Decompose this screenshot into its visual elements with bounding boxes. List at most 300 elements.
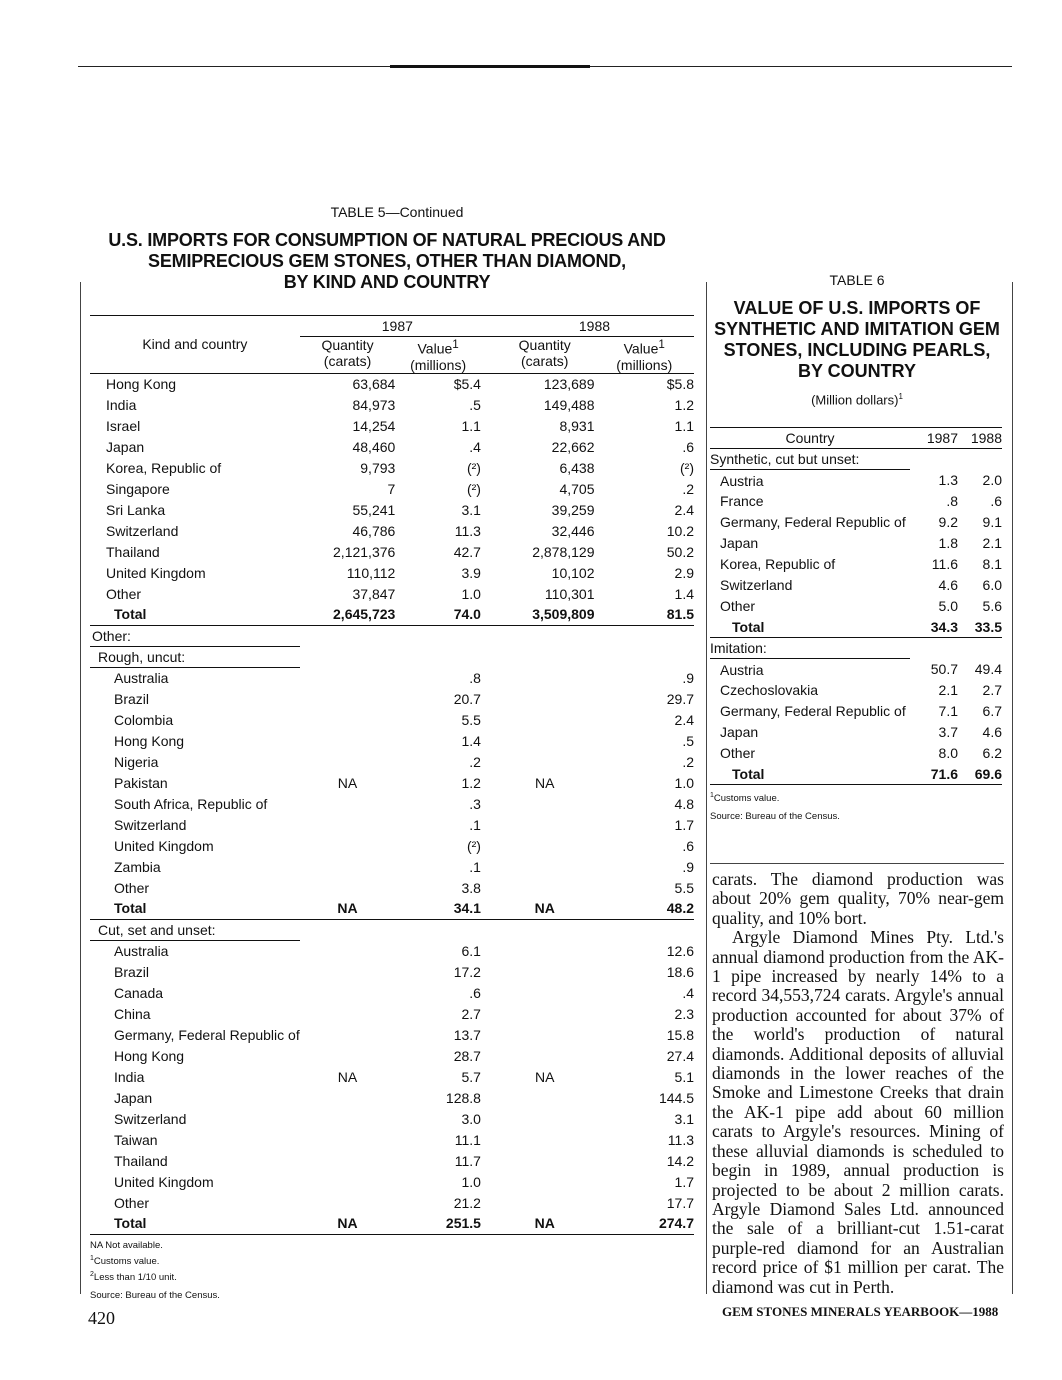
row-label: United Kingdom bbox=[114, 1173, 214, 1190]
cell-v87: .6 bbox=[469, 984, 481, 1001]
row-label: Hong Kong bbox=[106, 375, 177, 392]
row-label: India bbox=[114, 1068, 145, 1085]
row-label: Total bbox=[90, 1213, 300, 1234]
footnote-mark: 1 bbox=[90, 1254, 94, 1262]
section-divider bbox=[710, 863, 1004, 864]
table5-year-row bbox=[90, 316, 694, 337]
cell-v87: 6.1 bbox=[461, 942, 481, 959]
cell-v87: 11.3 bbox=[454, 522, 481, 539]
cell-v87: 28.7 bbox=[453, 1047, 481, 1064]
cell-q87: 7 bbox=[387, 480, 396, 497]
table5-row bbox=[90, 877, 694, 898]
cell-q87: NA bbox=[300, 1213, 396, 1234]
cell-v88: 11.3 bbox=[667, 1131, 694, 1148]
table5-row bbox=[90, 1129, 694, 1150]
cell-v87: 11.6 bbox=[931, 556, 958, 573]
table5-notes bbox=[90, 1239, 694, 1302]
cell-v88: 4.8 bbox=[674, 795, 694, 812]
cell-v88: 8.1 bbox=[982, 556, 1002, 573]
table5-row bbox=[90, 730, 694, 751]
cell-v88: 49.4 bbox=[974, 661, 1002, 678]
cell-v88: 81.5 bbox=[595, 604, 695, 625]
cell-v88: 27.4 bbox=[666, 1047, 694, 1064]
table5-total-row bbox=[90, 1213, 694, 1234]
cell-v87: 71.6 bbox=[910, 764, 958, 785]
page-number: 420 bbox=[88, 1308, 115, 1328]
cell-q88 bbox=[495, 1171, 595, 1192]
footnote-text: Customs value. bbox=[93, 1255, 160, 1267]
cell-v87: 34.3 bbox=[910, 617, 958, 638]
table6-row bbox=[710, 722, 1002, 743]
cell-q88: 4,705 bbox=[559, 480, 595, 497]
cell-v88: 2.9 bbox=[674, 564, 694, 581]
row-label: Japan bbox=[720, 535, 759, 552]
cell-q88: NA bbox=[495, 898, 595, 919]
table5-row bbox=[90, 562, 694, 583]
cell-v87: 20.7 bbox=[453, 690, 481, 707]
table6-total-row bbox=[710, 617, 1002, 638]
cell-v88: 1.0 bbox=[674, 774, 694, 791]
cell-q88: 22,662 bbox=[551, 438, 595, 455]
table5-row bbox=[90, 667, 694, 688]
row-label: United Kingdom bbox=[114, 837, 214, 854]
footnote-text: Customs value. bbox=[713, 793, 780, 805]
table6-row bbox=[710, 743, 1002, 764]
cell-q88 bbox=[495, 667, 595, 688]
row-label: Switzerland bbox=[114, 816, 187, 833]
table6-title-line: VALUE OF U.S. IMPORTS OF bbox=[733, 298, 981, 318]
empty-cell bbox=[595, 646, 695, 667]
row-label: Germany, Federal Republic of bbox=[720, 703, 906, 720]
cell-v88: 10.2 bbox=[666, 522, 694, 539]
col-value-label bbox=[395, 337, 481, 357]
table5-row bbox=[90, 688, 694, 709]
cell-v87: 8.0 bbox=[938, 745, 958, 762]
running-footer: GEM STONES MINERALS YEARBOOK—1988 bbox=[722, 1304, 999, 1319]
year-1987: 1987 bbox=[300, 316, 495, 337]
body-paragraph: Argyle Diamond Mines Pty. Ltd.'s annual diamond production from the AK-1 pipe increased by nearly 14% to a record 34,553,724 carats. Argyle's annual production accounted for about 37% of the world's production of natural diamonds. Additional deposits of alluvial diamonds in the lower reaches of the Smoke and Limestone Creeks that drain the AK-1 pipe add about 60 million carats to Argyle's resources. Mining of these alluvial diamonds is scheduled to begin in 1989, annual production is projected to be about 2 million carats. Argyle Diamond Sales Ltd. announced the sale of a brilliant-cut 1.51-carat purple-red diamond for an Australian record price of $1 million per carat. The diamond was cut in Perth. bbox=[712, 927, 1004, 1297]
cell-v87: .4 bbox=[469, 438, 481, 455]
table6 bbox=[710, 427, 1002, 785]
cell-v88: 2.4 bbox=[674, 711, 694, 728]
cell-q87 bbox=[300, 1150, 396, 1171]
cell-q88 bbox=[495, 1108, 595, 1129]
cell-v87: 42.7 bbox=[453, 543, 481, 560]
table6-row bbox=[710, 680, 1002, 701]
cell-q87: 55,241 bbox=[352, 501, 396, 518]
cell-v88: 1.2 bbox=[674, 396, 694, 413]
cell-v88: 14.2 bbox=[666, 1152, 694, 1169]
cell-v88: 9.1 bbox=[982, 514, 1002, 531]
cell-v87: 74.0 bbox=[395, 604, 495, 625]
cell-v87: 3.1 bbox=[461, 501, 481, 518]
cell-q87 bbox=[300, 1087, 396, 1108]
table5-row bbox=[90, 709, 694, 730]
footnote-mark: 1 bbox=[710, 792, 714, 800]
row-label: Total bbox=[90, 898, 300, 919]
table6-source: Source: Bureau of the Census. bbox=[710, 811, 840, 823]
table6-row bbox=[710, 533, 1002, 554]
col-kind-country: Kind and country bbox=[90, 316, 300, 374]
col-quantity-unit: (carats) bbox=[323, 353, 372, 369]
table5-source: Source: Bureau of the Census. bbox=[90, 1289, 220, 1301]
row-label: Nigeria bbox=[114, 753, 159, 770]
cell-q87: 2,645,723 bbox=[300, 604, 396, 625]
row-label: Total bbox=[710, 764, 910, 785]
row-label: Hong Kong bbox=[114, 732, 185, 749]
cell-v88: 48.2 bbox=[595, 898, 695, 919]
cell-v88: 50.2 bbox=[666, 543, 694, 560]
row-label: Israel bbox=[106, 417, 141, 434]
empty-cell bbox=[595, 625, 695, 646]
footnote-text: Less than 1/10 unit. bbox=[93, 1271, 177, 1283]
cell-v87: 50.7 bbox=[930, 661, 958, 678]
table6-title bbox=[710, 298, 1004, 382]
section-label: Rough, uncut: bbox=[90, 646, 300, 667]
cell-q87: NA bbox=[337, 774, 358, 791]
section-label: Cut, set and unset: bbox=[90, 919, 300, 940]
empty-cell bbox=[958, 638, 1002, 659]
table6-total-row bbox=[710, 764, 1002, 785]
cell-v87: 1.3 bbox=[938, 472, 958, 489]
cell-v88: 2.3 bbox=[674, 1005, 694, 1022]
cell-q88: 8,931 bbox=[559, 417, 595, 434]
cell-v88: 274.7 bbox=[595, 1213, 695, 1234]
col-1988: 1988 bbox=[958, 428, 1002, 449]
empty-cell bbox=[300, 625, 396, 646]
cell-v87: .1 bbox=[469, 816, 481, 833]
row-label: Korea, Republic of bbox=[720, 556, 836, 573]
table5-row bbox=[90, 835, 694, 856]
table5-row bbox=[90, 1045, 694, 1066]
row-label: Other bbox=[720, 745, 756, 762]
row-label: Canada bbox=[114, 984, 164, 1001]
cell-q87: 2,121,376 bbox=[333, 543, 396, 560]
cell-v88: .6 bbox=[682, 837, 694, 854]
row-label: Total bbox=[710, 617, 910, 638]
row-label: Korea, Republic of bbox=[106, 459, 222, 476]
cell-v88: 2.4 bbox=[674, 501, 694, 518]
cell-q87 bbox=[300, 667, 396, 688]
cell-v88: $5.8 bbox=[666, 375, 694, 392]
cell-v88: 18.6 bbox=[666, 963, 694, 980]
row-label: United Kingdom bbox=[106, 564, 206, 581]
cell-q87: 46,786 bbox=[352, 522, 396, 539]
empty-cell bbox=[495, 625, 595, 646]
cell-q87 bbox=[300, 1045, 396, 1066]
table6-row bbox=[710, 596, 1002, 617]
cell-q87: 110,112 bbox=[346, 564, 396, 581]
table5-row bbox=[90, 436, 694, 457]
row-label: Japan bbox=[114, 1089, 153, 1106]
cell-q87 bbox=[300, 835, 396, 856]
cell-q88 bbox=[495, 793, 595, 814]
cell-v87: 21.2 bbox=[453, 1194, 481, 1211]
cell-v88: .6 bbox=[682, 438, 694, 455]
empty-cell bbox=[395, 919, 495, 940]
row-label: France bbox=[720, 493, 764, 510]
body-text bbox=[712, 870, 1004, 1297]
table5-row bbox=[90, 814, 694, 835]
empty-cell bbox=[495, 919, 595, 940]
col-value-label bbox=[595, 337, 695, 357]
cell-v88: 4.6 bbox=[982, 724, 1002, 741]
cell-v88: .2 bbox=[682, 753, 694, 770]
section-label: Other: bbox=[90, 625, 300, 646]
cell-v88: 6.7 bbox=[982, 703, 1002, 720]
cell-v88: 17.7 bbox=[666, 1194, 694, 1211]
row-label: Australia bbox=[114, 942, 169, 959]
table5-row bbox=[90, 982, 694, 1003]
table5-row bbox=[90, 856, 694, 877]
footnote-1 bbox=[90, 1252, 694, 1268]
table5-row bbox=[90, 961, 694, 982]
table5-body bbox=[90, 373, 694, 1234]
cell-v87: 34.1 bbox=[395, 898, 495, 919]
cell-q87 bbox=[300, 1108, 396, 1129]
table5-title-line: BY KIND AND COUNTRY bbox=[283, 272, 491, 292]
cell-q87: NA bbox=[337, 1068, 358, 1085]
empty-cell bbox=[910, 449, 958, 470]
empty-cell bbox=[958, 449, 1002, 470]
cell-q87 bbox=[300, 982, 396, 1003]
row-label: Pakistan bbox=[114, 774, 168, 791]
table5-row bbox=[90, 394, 694, 415]
footnote-mark: 2 bbox=[90, 1270, 94, 1278]
section-label: Imitation: bbox=[710, 638, 910, 659]
table5-title-line: U.S. IMPORTS FOR CONSUMPTION OF NATURAL PRECIOUS AND bbox=[108, 230, 666, 250]
cell-v87: 11.7 bbox=[454, 1152, 481, 1169]
cell-v88: 5.6 bbox=[982, 598, 1002, 615]
cell-v88: (²) bbox=[680, 459, 694, 476]
footnote-mark: 1 bbox=[452, 338, 459, 351]
footnote-mark: 1 bbox=[658, 338, 665, 351]
cell-q88 bbox=[495, 1024, 595, 1045]
row-label: Taiwan bbox=[114, 1131, 158, 1148]
table6-section-row bbox=[710, 449, 1002, 470]
table6-row bbox=[710, 575, 1002, 596]
cell-v88: 3.1 bbox=[674, 1110, 694, 1127]
cell-q88: 6,438 bbox=[559, 459, 595, 476]
cell-v87: 251.5 bbox=[395, 1213, 495, 1234]
table6-notes bbox=[710, 789, 1004, 823]
col-value-unit: (millions) bbox=[410, 356, 467, 373]
row-label: Thailand bbox=[114, 1152, 168, 1169]
cell-q87 bbox=[300, 688, 396, 709]
cell-v87: 3.8 bbox=[461, 879, 481, 896]
cell-v87: 9.2 bbox=[938, 514, 958, 531]
table5-row bbox=[90, 1024, 694, 1045]
cell-q88 bbox=[495, 856, 595, 877]
cell-v88: .6 bbox=[990, 493, 1002, 510]
cell-v88: 1.7 bbox=[674, 816, 694, 833]
empty-cell bbox=[300, 919, 396, 940]
cell-q88 bbox=[495, 961, 595, 982]
col-quantity-unit: (carats) bbox=[521, 353, 569, 369]
table6-body bbox=[710, 449, 1002, 785]
row-label: Singapore bbox=[106, 480, 170, 497]
table6-row bbox=[710, 701, 1002, 722]
cell-v88: 12.6 bbox=[666, 942, 694, 959]
cell-v88: 15.8 bbox=[666, 1026, 694, 1043]
cell-v87: .8 bbox=[946, 493, 958, 510]
cell-v88: 5.5 bbox=[674, 879, 694, 896]
cell-v87: 3.9 bbox=[461, 564, 481, 581]
cell-q87: 63,684 bbox=[352, 375, 396, 392]
table5-title bbox=[80, 230, 694, 293]
row-label: Other bbox=[720, 598, 756, 615]
cell-q88 bbox=[495, 940, 595, 961]
row-label: Colombia bbox=[114, 711, 174, 728]
cell-q87 bbox=[300, 793, 396, 814]
table5-continued-label: TABLE 5—Continued bbox=[330, 204, 464, 220]
body-paragraph: carats. The diamond production was about 20% gem quality, 70% near-gem quality, and 10% bort. bbox=[712, 869, 1004, 928]
table5-row bbox=[90, 499, 694, 520]
cell-v87: 128.8 bbox=[445, 1089, 481, 1106]
column-rule-middle bbox=[706, 282, 707, 1294]
cell-v87: (²) bbox=[466, 459, 481, 476]
cell-q88 bbox=[495, 751, 595, 772]
cell-v87: 5.0 bbox=[938, 598, 958, 615]
table5-row bbox=[90, 1066, 694, 1087]
cell-v87: .8 bbox=[469, 669, 481, 686]
row-label: Brazil bbox=[114, 690, 150, 707]
table6-header-row bbox=[710, 428, 1002, 449]
cell-q88 bbox=[495, 982, 595, 1003]
row-label: Brazil bbox=[114, 963, 150, 980]
cell-q87 bbox=[300, 1171, 396, 1192]
cell-q87 bbox=[300, 856, 396, 877]
cell-q88 bbox=[495, 1129, 595, 1150]
top-rule-accent bbox=[390, 65, 590, 68]
empty-cell bbox=[395, 625, 495, 646]
table5-row bbox=[90, 1087, 694, 1108]
cell-v87: .1 bbox=[469, 858, 481, 875]
table6-row bbox=[710, 659, 1002, 680]
cell-v88: 1.7 bbox=[674, 1173, 694, 1190]
cell-q87 bbox=[300, 814, 396, 835]
cell-q87: 48,460 bbox=[352, 438, 396, 455]
cell-v87: 2.7 bbox=[461, 1005, 481, 1022]
cell-v88: 2.1 bbox=[982, 535, 1002, 552]
cell-q88: NA bbox=[535, 1068, 555, 1085]
cell-q88 bbox=[495, 1087, 595, 1108]
cell-v88: 5.1 bbox=[674, 1068, 694, 1085]
footnote-2 bbox=[90, 1268, 694, 1284]
year-1988: 1988 bbox=[495, 316, 694, 337]
table5-total-row bbox=[90, 898, 694, 919]
cell-v87: 7.1 bbox=[938, 703, 958, 720]
cell-v88: 6.2 bbox=[982, 745, 1002, 762]
cell-q88 bbox=[495, 1192, 595, 1213]
table5-header bbox=[90, 316, 694, 374]
cell-v88: 1.4 bbox=[674, 585, 694, 602]
cell-q88: 39,259 bbox=[551, 501, 595, 518]
empty-cell bbox=[595, 919, 695, 940]
cell-q88: 3,509,809 bbox=[495, 604, 595, 625]
table6-row bbox=[710, 512, 1002, 533]
cell-v87: .2 bbox=[469, 753, 481, 770]
cell-v88: 1.1 bbox=[674, 417, 694, 434]
table6-section-row bbox=[710, 638, 1002, 659]
cell-v87: .5 bbox=[469, 396, 481, 413]
cell-q87 bbox=[300, 940, 396, 961]
cell-q88: NA bbox=[535, 774, 555, 791]
row-label: Switzerland bbox=[114, 1110, 187, 1127]
table5-row bbox=[90, 541, 694, 562]
table5-section-row bbox=[90, 646, 694, 667]
table5-row bbox=[90, 772, 694, 793]
cell-v87: 1.4 bbox=[461, 732, 481, 749]
cell-v87: 11.1 bbox=[454, 1131, 481, 1148]
table6-footnote-1 bbox=[710, 789, 1004, 805]
cell-q87 bbox=[300, 709, 396, 730]
row-label: Other bbox=[114, 1194, 150, 1211]
table6-block bbox=[710, 272, 1004, 864]
table5-title-line: SEMIPRECIOUS GEM STONES, OTHER THAN DIAMOND, bbox=[148, 251, 626, 271]
cell-q87 bbox=[300, 730, 396, 751]
cell-v88: 69.6 bbox=[958, 764, 1002, 785]
table6-row bbox=[710, 470, 1002, 491]
table5-row bbox=[90, 373, 694, 394]
table5-row bbox=[90, 478, 694, 499]
section-label: Synthetic, cut but unset: bbox=[710, 449, 910, 470]
cell-q87 bbox=[300, 961, 396, 982]
table5-section-row bbox=[90, 625, 694, 646]
column-rule-right bbox=[1012, 282, 1013, 1294]
row-label: Hong Kong bbox=[114, 1047, 185, 1064]
row-label: Austria bbox=[720, 661, 764, 678]
table5-row bbox=[90, 1108, 694, 1129]
cell-q88: 149,488 bbox=[543, 396, 595, 413]
cell-q87: 84,973 bbox=[352, 396, 396, 413]
row-label: Total bbox=[90, 604, 300, 625]
cell-q88 bbox=[495, 730, 595, 751]
table6-label: TABLE 6 bbox=[829, 272, 885, 288]
table5-row bbox=[90, 457, 694, 478]
empty-cell bbox=[300, 646, 396, 667]
col-quantity-label: Quantity bbox=[321, 337, 374, 353]
table6-unit-text: (Million dollars) bbox=[811, 392, 899, 408]
cell-q87: 37,847 bbox=[352, 585, 396, 602]
cell-v88: .4 bbox=[682, 984, 694, 1001]
table5-row bbox=[90, 793, 694, 814]
cell-v88: .5 bbox=[682, 732, 694, 749]
empty-cell bbox=[910, 638, 958, 659]
cell-v88: 33.5 bbox=[958, 617, 1002, 638]
cell-v87: (²) bbox=[466, 480, 481, 497]
cell-q88 bbox=[495, 709, 595, 730]
cell-v87: 5.5 bbox=[461, 711, 481, 728]
cell-v87: 17.2 bbox=[453, 963, 481, 980]
table6-title-line: BY COUNTRY bbox=[797, 361, 916, 381]
cell-q87: NA bbox=[300, 898, 396, 919]
cell-v87: .3 bbox=[469, 795, 481, 812]
col-quantity-1987 bbox=[300, 337, 396, 374]
row-label: Germany, Federal Republic of bbox=[720, 514, 906, 531]
table6-row bbox=[710, 491, 1002, 512]
col-value-unit: (millions) bbox=[616, 356, 673, 373]
cell-v87: 5.7 bbox=[461, 1068, 481, 1085]
table5 bbox=[90, 315, 694, 1235]
empty-cell bbox=[395, 646, 495, 667]
cell-q87: 9,793 bbox=[360, 459, 396, 476]
footnote-na: NA Not available. bbox=[90, 1239, 163, 1251]
cell-v88: .2 bbox=[682, 480, 694, 497]
cell-q87 bbox=[300, 1024, 396, 1045]
col-value-text: Value bbox=[623, 340, 659, 357]
row-label: Zambia bbox=[114, 858, 161, 875]
